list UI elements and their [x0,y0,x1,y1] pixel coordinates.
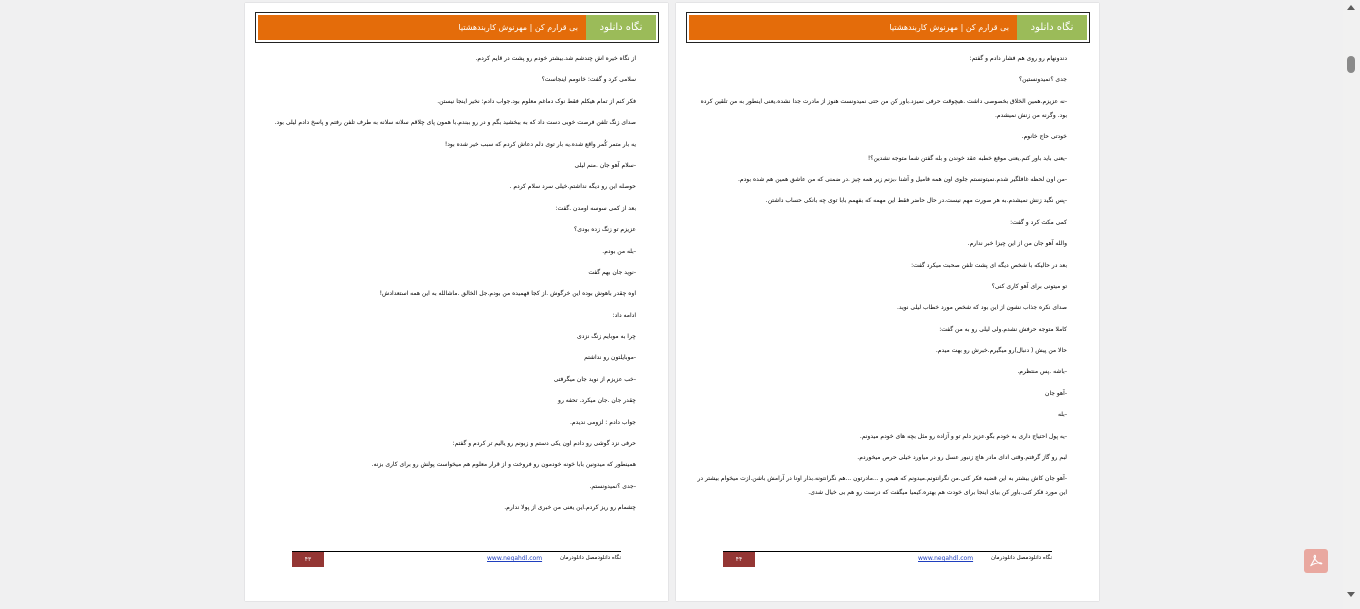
header-brand: نگاه دانلود [586,15,656,40]
paragraph: -بله [1057,411,1067,419]
paragraph: والله آهو جان من از این چیزا خبر ندارم. [967,240,1067,248]
paragraph: -جدی ؟نمیدونستم. [589,482,636,490]
page-header [686,12,1090,43]
paragraph: جواب دادم : لزومی ندیدم. [569,418,636,426]
page-footer [292,551,621,568]
paragraph: ادامه داد: [612,311,636,319]
paragraph: همینطور که میدونین بابا خونه خودمون رو فروخت و از قرار معلوم هم میخواست پولش رو برای کاری بزنه. [371,461,636,469]
paragraph: چشمام رو ریز کردم.این یعنی من خبری از پولا ندارم. [504,504,636,512]
paragraph: -نه عزیزم.همین الخلاق بخصوصی داشت .هیچوقت حرفی نمیزد.باور کن من حتی نمیدونست هنوز از مادرت جدا نشده.یعنی اینطور به من تلقین کرده بود. وگرنه من زنش نمیشدم. [700,97,1067,119]
paragraph: سلامی کرد و گفت: خانومم اینجاست؟ [541,76,636,84]
paragraph: -پس نگید زنش نمیشدم.به هر صورت مهم نیست.در حال حاضر فقط این مهمه که بفهمم بابا توی چه بانکی حساب داشتن. [765,197,1067,205]
paragraph: اوه چقدر باهوش بوده این خرگوش .از کجا فهمیده من بودم.جل الخالق .ماشالله به این همه استعدادش! [379,290,636,298]
paragraph: بعد از کمی سوسه اومدن .گفت: [555,204,636,212]
paragraph: حوصله این رو دیگه نداشتم.خیلی سرد سلام کردم . [509,183,636,191]
paragraph: لبم رو گاز گرفتم.وقتی ادای مادر هاچ زنبور عسل رو در میاورد خیلی حرص میخوردم. [857,454,1067,462]
paragraph: -خب عزیزم از نوید جان میگرفتی [553,375,636,383]
paragraph: خودتی حاج خانوم. [1021,133,1067,141]
paragraph: -نوید جان بهم گفت [588,268,636,276]
header-subtitle: بی قرارم کن | مهرنوش کاربندهشتیا [458,23,578,32]
paragraph: صدای زنگ تلفن فرصت خوبی دست داد که به ببخشید بگم و در رو ببندم.با همون پای چلاقم سلانه سلانه به طرف تلفن رفتم و پاسخ دادم لیلی بود. [274,119,636,127]
document-page-43 [245,3,668,601]
scrollbar-thumb[interactable] [1347,56,1355,73]
page-body [696,52,1067,508]
paragraph: از نگاه خیره اش چندشم شد.بیشتر خودم رو پشت در قایم کردم. [475,55,636,62]
header-bar [258,15,656,40]
paragraph: چرا به موبایم زنگ نزدی [577,333,636,341]
paragraph: فکر کنم از تمام هیکلم فقط نوک دماغم معلوم بود.جواب دادم: نخیر اینجا نیستن. [437,97,636,105]
paragraph: حالا من پیش ( دنبال)رو میگیرم.خبرش رو بهت میدم. [935,347,1067,355]
paragraph: صدای نکره جذاب نشون از این بود که شخص مورد خطاب لیلی نوید. [897,304,1067,312]
footer-link[interactable]: www.negahdl.com [487,555,543,562]
page-body [265,52,636,523]
paragraph: بعد در حالیکه با شخص دیگه ای پشت تلفن صحبت میکرد گفت: [911,261,1067,269]
vertical-scrollbar[interactable] [1343,0,1360,609]
footer-text: نگاه دانلود‌مصل دانلود‌رمان [990,555,1052,561]
paragraph: -آهو جان [1045,389,1067,397]
paragraph: -باشه .پس منتظرم. [1017,368,1067,376]
page-number: ۴۳ [292,552,324,567]
paragraph: -سلام آهو جان .منم لیلی [574,161,636,169]
footer-text: نگاه دانلود‌مصل دانلود‌رمان [559,555,621,561]
paragraph: تو میتونی برای آهو کاری کنی؟ [991,282,1067,290]
acrobat-icon [1309,554,1323,568]
paragraph: -آهو جان کاش بیشتر به این قضیه فکر کنی.من نگرانتونم.میدونم که هیمن و ...مادرتون ...هم نگرانتونه.بذار اونا در آرامش باشن.ازت میخوام بیشتر در این مورد فکر کنی.باور کن بیای اینجا برای خودت هم بهتره.کیمیا میگفت که درست رو هم بی خیال شدی. [697,475,1067,497]
page-number: ۴۴ [723,552,755,567]
paragraph: کمی مکث کرد و گفت: [1010,218,1067,226]
paragraph: یه بار متمر کُمر واقع شده.یه بار توی دلم دعاش کردم که سبب خیر شده بود! [444,140,636,148]
paragraph: کاملا متوجه حرفش نشدم.ولی لیلی رو به من گفت: [939,325,1067,333]
document-page-44 [676,3,1099,601]
pdf-tool-button[interactable] [1304,549,1328,573]
paragraph: -یعنی باید باور کنم.یعنی موقع خطبه عقد خوندن و بله گفتن شما متوجه نشدین؟! [867,154,1067,162]
paragraph: -بله من بودم. [602,247,636,255]
paragraph: -موبایلتون رو نداشتم [584,354,636,362]
paragraph: حرفی نزد گوشی رو دادم اون یکی دستم و زبونم رو یالیم تر کردم و گفتم: [452,440,636,448]
footer-link[interactable]: www.negahdl.com [918,555,974,562]
paragraph: جدی ؟نمیدونستین؟ [1018,76,1067,84]
header-bar [689,15,1087,40]
page-footer [723,551,1052,568]
page-header [255,12,659,43]
paragraph: چقدر جان .جان میکرد. تحفه رو [558,397,636,405]
paragraph: دندونهام رو روی هم فشار دادم و گفتم: [969,55,1067,62]
paragraph: عزیزم تو زنگ زده بودی؟ [574,226,636,234]
paragraph: -یه پول احتیاج داری به خودم بگو.عزیز دلم تو و آزاده رو مثل بچه های خودم میدونم. [859,432,1067,440]
chevron-down-icon[interactable] [1347,592,1355,597]
chevron-up-icon[interactable] [1347,5,1355,10]
paragraph: -من اون لحظه غافلگیر شدم.نمیتونستم جلوی اون همه فامیل و آشنا ،بزنم زیر همه چیز .در ضمنی که من عاشق همین هم شده بودم. [737,175,1067,183]
header-subtitle: بی قرارم کن | مهرنوش کاربندهشتیا [889,23,1009,32]
header-brand: نگاه دانلود [1017,15,1087,40]
